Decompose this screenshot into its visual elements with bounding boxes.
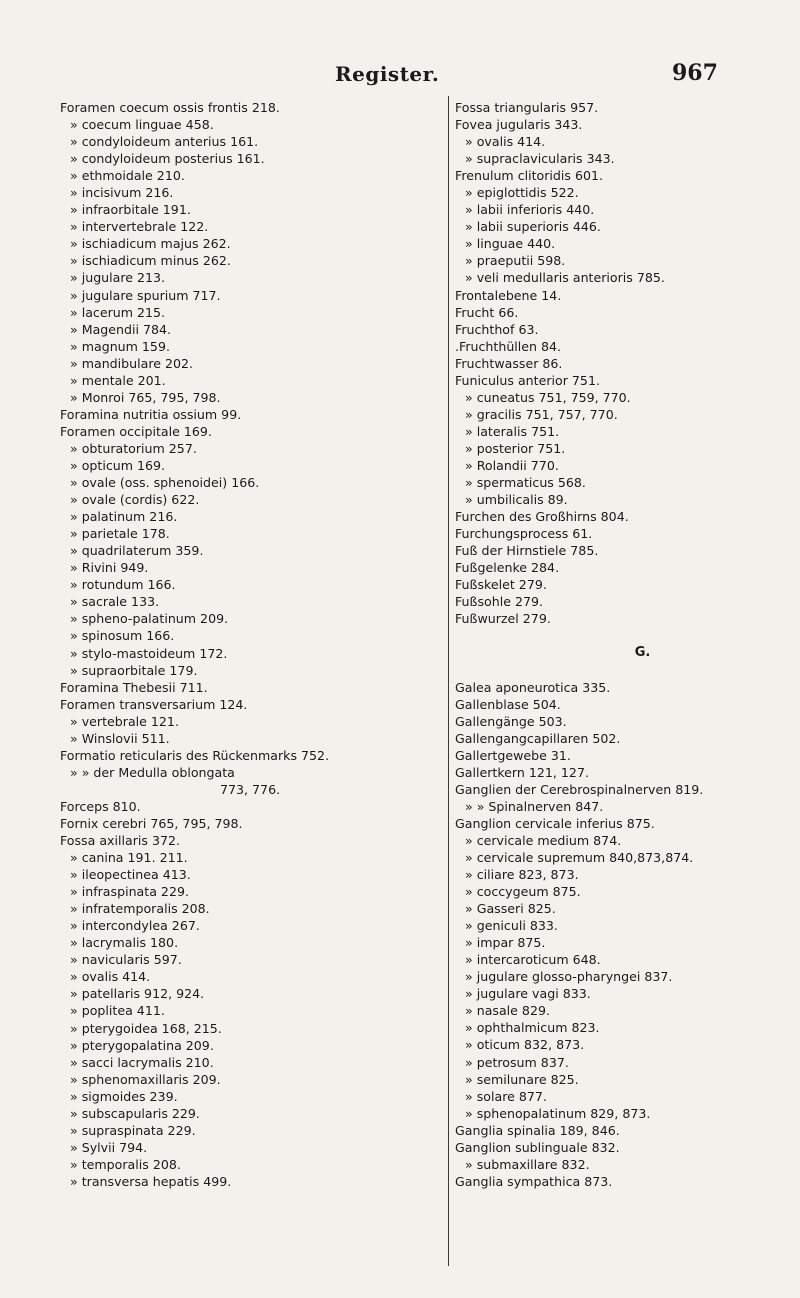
index-entry: Frucht 66. — [455, 304, 519, 320]
index-entry: » pterygopalatina 209. — [70, 1037, 214, 1053]
index-entry: » supraspinata 229. — [70, 1122, 196, 1138]
index-entry: Foramina Thebesii 711. — [60, 679, 208, 695]
index-entry: Fruchthof 63. — [455, 321, 539, 337]
index-entry: » epiglottidis 522. — [465, 185, 579, 201]
index-entry: » poplitea 411. — [70, 1003, 165, 1019]
index-entry: Ganglion cervicale inferius 875. — [455, 815, 655, 831]
index-entry: Foramina nutritia ossium 99. — [60, 406, 242, 422]
index-entry: » labii inferioris 440. — [465, 202, 595, 218]
index-column-left — [60, 99, 390, 1190]
section-heading: G. — [634, 645, 651, 661]
index-entry: » condyloideum anterius 161. — [70, 134, 259, 150]
index-entry: » » der Medulla oblongata — [70, 764, 235, 780]
index-entry: Furchungsprocess 61. — [455, 526, 593, 542]
index-entry: » Rivini 949. — [70, 560, 149, 576]
index-entry: Fußgelenke 284. — [455, 560, 560, 576]
index-entry: » ciliare 823, 873. — [465, 867, 579, 883]
index-entry: » posterior 751. — [465, 440, 566, 456]
index-entry: Fußskelet 279. — [455, 577, 547, 593]
index-entry: » coccygeum 875. — [465, 884, 581, 900]
index-entry: Gallertkern 121, 127. — [455, 764, 589, 780]
page-header — [0, 62, 800, 92]
index-entry: » infraorbitale 191. — [70, 202, 191, 218]
index-entry: Frenulum clitoridis 601. — [455, 168, 604, 184]
index-entry: » magnum 159. — [70, 338, 170, 354]
index-entry: » sphenomaxillaris 209. — [70, 1071, 221, 1087]
index-entry: » nasale 829. — [465, 1003, 550, 1019]
index-entry: .Fruchthüllen 84. — [455, 338, 562, 354]
index-entry: Fruchtwasser 86. — [455, 355, 563, 371]
index-entry: » supraclavicularis 343. — [465, 151, 615, 167]
index-entry: » spermaticus 568. — [465, 475, 586, 491]
index-entry: » intercaroticum 648. — [465, 952, 601, 968]
index-entry: » Monroi 765, 795, 798. — [70, 389, 221, 405]
index-entry: Funiculus anterior 751. — [455, 372, 600, 388]
blank-line — [455, 662, 800, 679]
index-entry: » lacrymalis 180. — [70, 935, 179, 951]
index-entry: Galea aponeurotica 335. — [455, 679, 611, 695]
index-entry: » intervertebrale 122. — [70, 219, 209, 235]
index-entry: » Magendii 784. — [70, 321, 172, 337]
index-entry: Foramen coecum ossis frontis 218. — [60, 100, 280, 115]
index-entry: » ovalis 414. — [465, 134, 546, 150]
index-entry: » spinosum 166. — [70, 628, 175, 644]
index-entry: » Winslovii 511. — [70, 730, 170, 746]
index-entry: » coecum linguae 458. — [70, 117, 214, 133]
index-entry: Fußsohle 279. — [455, 594, 544, 610]
index-entry: » semilunare 825. — [465, 1071, 579, 1087]
index-entry: » quadrilaterum 359. — [70, 543, 204, 559]
index-entry: » ischiadicum minus 262. — [70, 253, 231, 269]
index-entry: » sacrale 133. — [70, 594, 160, 610]
index-entry: Gallertgewebe 31. — [455, 747, 571, 763]
index-entry: » condyloideum posterius 161. — [70, 151, 265, 167]
index-entry: » patellaris 912, 924. — [70, 986, 205, 1002]
index-entry: » ischiadicum majus 262. — [70, 236, 231, 252]
index-entry: Fovea jugularis 343. — [455, 117, 583, 133]
index-entry: 773, 776. — [220, 781, 281, 797]
index-entry: Ganglia spinalia 189, 846. — [455, 1122, 620, 1138]
index-entry: » palatinum 216. — [70, 509, 178, 525]
index-entry: Ganglion sublinguale 832. — [455, 1139, 620, 1155]
index-entry: » » Spinalnerven 847. — [465, 798, 604, 814]
index-entry: » cervicale supremum 840,873,874. — [465, 849, 694, 865]
index-entry: » ovale (oss. sphenoidei) 166. — [70, 475, 260, 491]
index-entry: » oticum 832, 873. — [465, 1037, 585, 1053]
page-number: 967 — [672, 60, 718, 86]
index-entry: » labii superioris 446. — [465, 219, 601, 235]
index-entry: » petrosum 837. — [465, 1054, 569, 1070]
page-title: Register. — [335, 62, 440, 86]
index-entry: » cervicale medium 874. — [465, 832, 622, 848]
index-entry: » navicularis 597. — [70, 952, 182, 968]
index-entry: Fuß der Hirnstiele 785. — [455, 543, 599, 559]
index-entry: » rotundum 166. — [70, 577, 176, 593]
index-entry: » infratemporalis 208. — [70, 901, 210, 917]
index-entry: » mentale 201. — [70, 372, 166, 388]
index-entry: » jugulare glosso-pharyngei 837. — [465, 969, 673, 985]
index-entry: » ophthalmicum 823. — [465, 1020, 600, 1036]
index-entry: » mandibulare 202. — [70, 355, 194, 371]
index-entry: » spheno-palatinum 209. — [70, 611, 229, 627]
index-entry: » umbilicalis 89. — [465, 492, 568, 508]
index-entry: » cuneatus 751, 759, 770. — [465, 389, 631, 405]
index-entry: » solare 877. — [465, 1088, 547, 1104]
index-entry: Ganglien der Cerebrospinalnerven 819. — [455, 781, 704, 797]
index-entry: Foramen transversarium 124. — [60, 696, 248, 712]
index-entry: Fußwurzel 279. — [455, 611, 551, 627]
index-entry: » Gasseri 825. — [465, 901, 556, 917]
index-entry: » ethmoidale 210. — [70, 168, 185, 184]
index-entry: Gallenblase 504. — [455, 696, 561, 712]
index-entry: » lateralis 751. — [465, 423, 560, 439]
index-entry: » linguae 440. — [465, 236, 556, 252]
index-entry: » canina 191. 211. — [70, 850, 188, 866]
index-entry: » sphenopalatinum 829, 873. — [465, 1105, 651, 1121]
index-entry: » intercondylea 267. — [70, 918, 200, 934]
index-entry: » obturatorium 257. — [70, 440, 197, 456]
index-entry: » Rolandii 770. — [465, 457, 559, 473]
index-entry: » supraorbitale 179. — [70, 662, 198, 678]
index-entry: » lacerum 215. — [70, 304, 166, 320]
index-entry: » gracilis 751, 757, 770. — [465, 406, 618, 422]
index-entry: » jugulare 213. — [70, 270, 166, 286]
index-entry: Frontalebene 14. — [455, 287, 562, 303]
index-entry: » jugulare vagi 833. — [465, 986, 591, 1002]
index-entry: » parietale 178. — [70, 526, 170, 542]
index-entry: » submaxillare 832. — [465, 1156, 590, 1172]
index-entry: » sigmoides 239. — [70, 1088, 178, 1104]
index-entry: Ganglia sympathica 873. — [455, 1173, 613, 1189]
index-entry: Gallengänge 503. — [455, 713, 567, 729]
index-entry: » ileopectinea 413. — [70, 867, 191, 883]
index-entry: Foramen occipitale 169. — [60, 423, 212, 439]
index-entry: » praeputii 598. — [465, 253, 566, 269]
index-entry: » opticum 169. — [70, 457, 166, 473]
index-entry: » jugulare spurium 717. — [70, 287, 221, 303]
index-column-right — [455, 99, 800, 1190]
index-entry: » sacci lacrymalis 210. — [70, 1054, 214, 1070]
index-entry: Formatio reticularis des Rückenmarks 752. — [60, 747, 330, 763]
index-entry: » subscapularis 229. — [70, 1105, 200, 1121]
index-entry: » stylo-mastoideum 172. — [70, 645, 228, 661]
index-entry: » transversa hepatis 499. — [70, 1173, 232, 1189]
index-entry: » pterygoidea 168, 215. — [70, 1020, 222, 1036]
index-entry: Fornix cerebri 765, 795, 798. — [60, 815, 243, 831]
index-entry: » ovale (cordis) 622. — [70, 492, 200, 508]
index-entry: Fossa triangularis 957. — [455, 100, 599, 115]
index-entry: Forceps 810. — [60, 798, 141, 814]
index-entry: » infraspinata 229. — [70, 884, 189, 900]
index-entry: » vertebrale 121. — [70, 713, 179, 729]
index-entry: Furchen des Großhirns 804. — [455, 509, 629, 525]
index-entry: » geniculi 833. — [465, 918, 558, 934]
column-divider — [448, 96, 449, 1266]
index-entry: » Sylvii 794. — [70, 1139, 148, 1155]
index-entry: » impar 875. — [465, 935, 546, 951]
index-entry: Gallengangcapillaren 502. — [455, 730, 621, 746]
index-entry: » temporalis 208. — [70, 1156, 181, 1172]
index-entry: Fossa axillaris 372. — [60, 833, 181, 849]
blank-line — [455, 627, 800, 644]
index-entry: » veli medullaris anterioris 785. — [465, 270, 665, 286]
index-entry: » incisivum 216. — [70, 185, 174, 201]
index-entry: » ovalis 414. — [70, 969, 151, 985]
